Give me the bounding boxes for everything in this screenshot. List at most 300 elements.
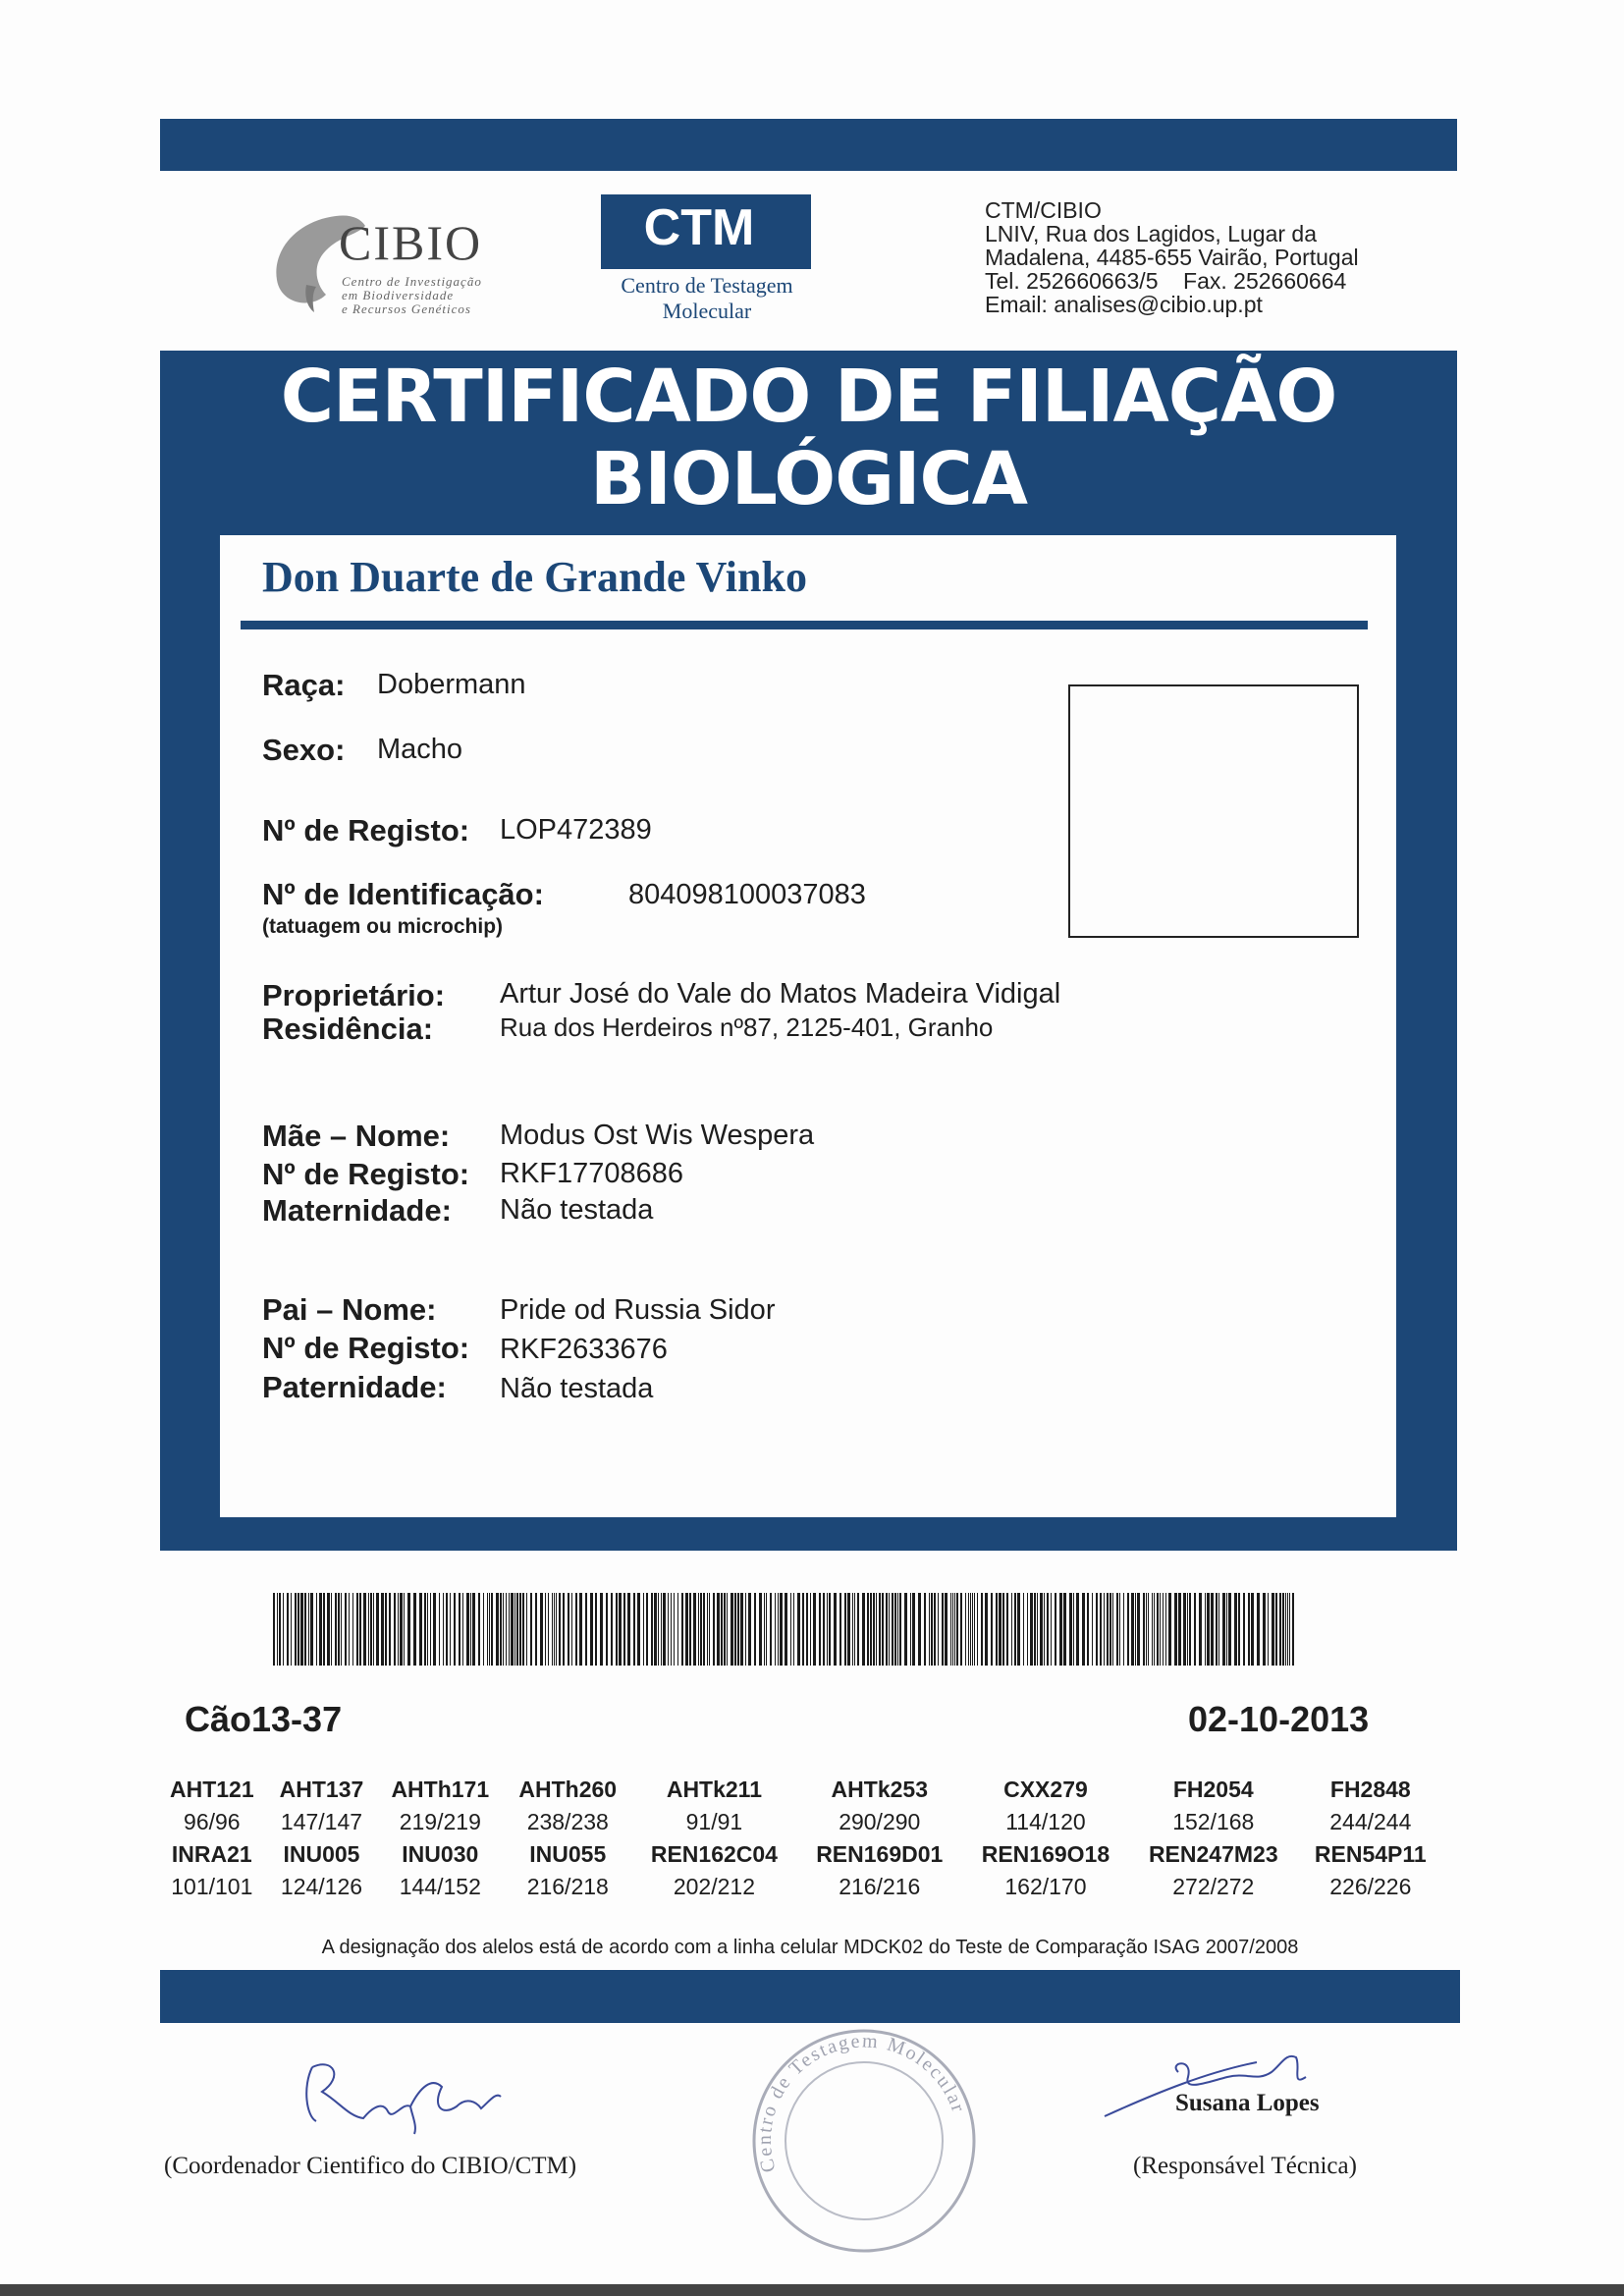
barcode-bar	[373, 1593, 374, 1666]
barcode-bar	[886, 1593, 888, 1666]
barcode-bar	[331, 1593, 332, 1666]
allele-value: 96/96	[184, 1809, 241, 1834]
barcode-bar	[1154, 1593, 1155, 1666]
barcode-bar	[1165, 1593, 1166, 1666]
allele-footnote: A designação dos alelos está de acordo com a linha celular MDCK02 do Teste de Comparação ISAG 2007/2008	[321, 1937, 1299, 1958]
barcode-bar	[950, 1593, 951, 1666]
allele-value: 202/212	[673, 1874, 755, 1899]
barcode-bar	[1187, 1593, 1188, 1666]
barcode-bar	[793, 1593, 794, 1666]
barcode-bar	[1287, 1593, 1288, 1666]
barcode-bar	[466, 1593, 469, 1666]
barcode-bar	[381, 1593, 384, 1666]
barcode-bar	[1275, 1593, 1277, 1666]
barcode-bar	[1257, 1593, 1260, 1666]
photo-box	[1068, 684, 1359, 938]
barcode-bar	[407, 1593, 410, 1666]
barcode-bar	[780, 1593, 783, 1666]
contact-line: CTM/CIBIO	[985, 197, 1102, 223]
barcode-bar	[433, 1593, 436, 1666]
barcode-bar	[376, 1593, 379, 1666]
barcode-bar	[489, 1593, 490, 1666]
stamp-icon	[746, 2023, 982, 2259]
barcode-bar	[600, 1593, 603, 1666]
cibio-logo-text: CIBIO	[339, 215, 483, 270]
marker-name: REN169D01	[816, 1841, 944, 1867]
marker-name: AHTk253	[831, 1777, 928, 1802]
barcode-bar	[300, 1593, 303, 1666]
barcode-bar	[1205, 1593, 1206, 1666]
dog-name: Don Duarte de Grande Vinko	[262, 553, 807, 601]
case-id: Cão13-37	[185, 1699, 343, 1739]
barcode-bar	[754, 1593, 756, 1666]
name-divider	[241, 621, 1368, 629]
barcode-bar	[693, 1593, 696, 1666]
barcode-bar	[335, 1593, 337, 1666]
barcode-bar	[991, 1593, 993, 1666]
barcode-bar	[839, 1593, 841, 1666]
barcode-bar	[934, 1593, 936, 1666]
barcode-bar	[616, 1593, 618, 1666]
marker-name: FH2848	[1329, 1777, 1411, 1802]
barcode-bar	[389, 1593, 391, 1666]
residence-value: Rua dos Herdeiros nº87, 2125-401, Granho	[500, 1012, 994, 1042]
barcode-bar	[500, 1593, 502, 1666]
barcode-bar	[459, 1593, 460, 1666]
barcode-bar	[1055, 1593, 1056, 1666]
allele-value: 152/168	[1172, 1809, 1255, 1834]
barcode-bar	[713, 1593, 715, 1666]
marker-name: REN247M23	[1148, 1841, 1278, 1867]
barcode-bar	[522, 1593, 524, 1666]
barcode-bar	[430, 1593, 431, 1666]
barcode-bar	[1194, 1593, 1196, 1666]
barcode-bar	[519, 1593, 521, 1666]
barcode-bar	[1073, 1593, 1074, 1666]
barcode-bar	[1272, 1593, 1274, 1666]
barcode-bar	[619, 1593, 622, 1666]
barcode-bar	[685, 1593, 688, 1666]
barcode-bar	[359, 1593, 361, 1666]
barcode-bar	[977, 1593, 978, 1666]
allele-row	[157, 1806, 1443, 1838]
barcode-bar	[819, 1593, 821, 1666]
barcode-bar	[341, 1593, 342, 1666]
father-name-value: Pride od Russia Sidor	[500, 1294, 776, 1326]
barcode-bar	[1082, 1593, 1085, 1666]
marker-name: INU055	[529, 1841, 607, 1867]
barcode-bar	[1168, 1593, 1171, 1666]
barcode-bar	[857, 1593, 859, 1666]
barcode-bar	[1127, 1593, 1129, 1666]
barcode-bar	[1285, 1593, 1286, 1666]
barcode-bar	[526, 1593, 527, 1666]
barcode-bar	[1289, 1593, 1290, 1666]
barcode-bar	[1135, 1593, 1136, 1666]
barcode-bar	[462, 1593, 463, 1666]
barcode-bar	[509, 1593, 510, 1666]
marker-name: CXX279	[1003, 1777, 1088, 1802]
barcode-bar	[585, 1593, 587, 1666]
barcode-bar	[775, 1593, 776, 1666]
barcode-bar	[1107, 1593, 1109, 1666]
barcode-bar	[338, 1593, 340, 1666]
barcode-bar	[643, 1593, 644, 1666]
barcode-bar	[778, 1593, 779, 1666]
barcode-bar	[924, 1593, 926, 1666]
barcode-bar	[985, 1593, 988, 1666]
barcode-bar	[938, 1593, 939, 1666]
barcode-bar	[1011, 1593, 1012, 1666]
barcode-bar	[1248, 1593, 1250, 1666]
barcode-bar	[847, 1593, 850, 1666]
barcode-bar	[283, 1593, 284, 1666]
owner-value: Artur José do Vale do Matos Madeira Vidigal	[500, 978, 1061, 1010]
barcode-bar	[721, 1593, 723, 1666]
barcode-bar	[1152, 1593, 1153, 1666]
ctm-caption-line: Molecular	[662, 299, 752, 323]
barcode-bar	[1040, 1593, 1043, 1666]
marker-name: INU030	[402, 1841, 479, 1867]
barcode-bar	[996, 1593, 998, 1666]
allele-value: 101/101	[171, 1874, 253, 1899]
barcode-bar	[319, 1593, 322, 1666]
barcode-bar	[487, 1593, 488, 1666]
marker-name: AHT121	[170, 1777, 254, 1802]
barcode-bar	[1174, 1593, 1177, 1666]
barcode-bar	[1037, 1593, 1038, 1666]
barcode	[273, 1593, 1294, 1666]
barcode-bar	[1226, 1593, 1227, 1666]
bottom-band	[160, 1970, 1460, 2023]
barcode-bar	[854, 1593, 855, 1666]
barcode-bar	[413, 1593, 416, 1666]
allele-value: 244/244	[1329, 1809, 1412, 1834]
barcode-bar	[1282, 1593, 1284, 1666]
ctm-caption	[589, 273, 825, 324]
barcode-bar	[646, 1593, 648, 1666]
barcode-bar	[1263, 1593, 1266, 1666]
barcode-bar	[918, 1593, 921, 1666]
barcode-bar	[879, 1593, 881, 1666]
barcode-bar	[548, 1593, 549, 1666]
residence-label: Residência:	[262, 1011, 434, 1046]
allele-value: 216/216	[839, 1874, 921, 1899]
barcode-bar	[352, 1593, 353, 1666]
barcode-bar	[829, 1593, 831, 1666]
barcode-bar	[658, 1593, 659, 1666]
technical-name: Susana Lopes	[1175, 2090, 1320, 2116]
barcode-bar	[308, 1593, 309, 1666]
barcode-bar	[972, 1593, 973, 1666]
barcode-bar	[1059, 1593, 1062, 1666]
barcode-bar	[1211, 1593, 1214, 1666]
mother-registry-label: Nº de Registo:	[262, 1157, 470, 1191]
barcode-bar	[834, 1593, 837, 1666]
barcode-bar	[745, 1593, 746, 1666]
barcode-bar	[404, 1593, 405, 1666]
barcode-bar	[654, 1593, 657, 1666]
barcode-bar	[802, 1593, 804, 1666]
id-label: Nº de Identificação:	[262, 877, 544, 911]
marker-name: REN169O18	[981, 1841, 1110, 1867]
barcode-bar	[571, 1593, 572, 1666]
barcode-bar	[491, 1593, 493, 1666]
registry-label: Nº de Registo:	[262, 813, 470, 847]
barcode-bar	[999, 1593, 1001, 1666]
scan-edge	[0, 2284, 1624, 2296]
barcode-bar	[427, 1593, 428, 1666]
certificate-title-line: CERTIFICADO DE FILIAÇÃO	[280, 355, 1337, 439]
barcode-bar	[910, 1593, 911, 1666]
barcode-bar	[516, 1593, 518, 1666]
technical-caption: (Responsável Técnica)	[1133, 2153, 1357, 2179]
barcode-bar	[870, 1593, 872, 1666]
mother-name-value: Modus Ost Wis Wespera	[500, 1120, 815, 1151]
registry-value: LOP472389	[500, 814, 652, 846]
barcode-bar	[637, 1593, 640, 1666]
barcode-bar	[1087, 1593, 1089, 1666]
barcode-bar	[703, 1593, 705, 1666]
barcode-bar	[897, 1593, 898, 1666]
top-band	[160, 119, 1457, 171]
barcode-bar	[279, 1593, 281, 1666]
certificate-title-line: BIOLÓGICA	[589, 437, 1028, 521]
barcode-bar	[277, 1593, 278, 1666]
barcode-bar	[424, 1593, 426, 1666]
barcode-bar	[316, 1593, 317, 1666]
barcode-bar	[698, 1593, 699, 1666]
barcode-bar	[1157, 1593, 1159, 1666]
barcode-bar	[889, 1593, 890, 1666]
father-registry-value: RKF2633676	[500, 1334, 668, 1365]
barcode-bar	[627, 1593, 630, 1666]
barcode-bar	[530, 1593, 532, 1666]
allele-value: 162/170	[1004, 1874, 1087, 1899]
barcode-bar	[1279, 1593, 1281, 1666]
barcode-bar	[454, 1593, 456, 1666]
barcode-bar	[1292, 1593, 1294, 1666]
barcode-bar	[552, 1593, 553, 1666]
contact-line: LNIV, Rua dos Lagidos, Lugar da	[985, 221, 1318, 246]
barcode-bar	[766, 1593, 767, 1666]
cibio-subtitle-line: Centro de Investigação	[342, 274, 482, 289]
marker-name: AHTh260	[518, 1777, 618, 1802]
barcode-bar	[1034, 1593, 1036, 1666]
barcode-bar	[1183, 1593, 1186, 1666]
barcode-bar	[737, 1593, 739, 1666]
mother-registry-value: RKF17708686	[500, 1158, 684, 1189]
barcode-bar	[810, 1593, 811, 1666]
barcode-bar	[1228, 1593, 1231, 1666]
barcode-bar	[929, 1593, 930, 1666]
barcode-bar	[904, 1593, 907, 1666]
barcode-bar	[559, 1593, 561, 1666]
barcode-bar	[590, 1593, 593, 1666]
barcode-bar	[398, 1593, 399, 1666]
barcode-bar	[1112, 1593, 1113, 1666]
allele-value: 216/218	[526, 1874, 609, 1899]
barcode-bar	[707, 1593, 708, 1666]
barcode-bar	[1268, 1593, 1269, 1666]
barcode-bar	[1096, 1593, 1098, 1666]
barcode-bar	[478, 1593, 480, 1666]
barcode-bar	[1063, 1593, 1066, 1666]
barcode-bar	[785, 1593, 787, 1666]
marker-name: INU005	[283, 1841, 360, 1867]
allele-row	[157, 1871, 1443, 1903]
barcode-bar	[945, 1593, 947, 1666]
barcode-bar	[960, 1593, 962, 1666]
barcode-bar	[892, 1593, 893, 1666]
barcode-bar	[1218, 1593, 1219, 1666]
stamp-text: Centro de Testagem Molecular	[753, 2030, 970, 2175]
barcode-bar	[563, 1593, 565, 1666]
barcode-bar	[981, 1593, 983, 1666]
barcode-bar	[545, 1593, 546, 1666]
barcode-bar	[472, 1593, 475, 1666]
barcode-bar	[623, 1593, 625, 1666]
barcode-bar	[1014, 1593, 1016, 1666]
cibio-subtitle-line: em Biodiversidade	[342, 288, 455, 302]
marker-name: INRA21	[171, 1841, 252, 1867]
barcode-bar	[1143, 1593, 1145, 1666]
barcode-bar	[806, 1593, 808, 1666]
barcode-bar	[1123, 1593, 1124, 1666]
barcode-bar	[1100, 1593, 1102, 1666]
barcode-bar	[483, 1593, 484, 1666]
id-value: 804098100037083	[628, 879, 866, 910]
barcode-bar	[823, 1593, 825, 1666]
barcode-bar	[1234, 1593, 1237, 1666]
breed-value: Dobermann	[377, 669, 526, 700]
barcode-bar	[349, 1593, 350, 1666]
barcode-bar	[1251, 1593, 1254, 1666]
barcode-bar	[674, 1593, 675, 1666]
barcode-bar	[1051, 1593, 1052, 1666]
paternity-label: Paternidade:	[262, 1370, 447, 1404]
barcode-bar	[304, 1593, 306, 1666]
coordinator-caption: (Coordenador Cientifico do CIBIO/CTM)	[164, 2153, 577, 2179]
barcode-bar	[511, 1593, 514, 1666]
barcode-bar	[1092, 1593, 1093, 1666]
barcode-bar	[1069, 1593, 1072, 1666]
barcode-bar	[912, 1593, 915, 1666]
barcode-bar	[952, 1593, 953, 1666]
barcode-bar	[568, 1593, 569, 1666]
cibio-subtitle	[342, 275, 482, 316]
cibio-subtitle-line: e Recursos Genéticos	[342, 301, 471, 316]
barcode-bar	[575, 1593, 577, 1666]
barcode-bar	[595, 1593, 597, 1666]
barcode-bar	[931, 1593, 933, 1666]
coordinator-signature	[295, 2048, 511, 2136]
barcode-bar	[611, 1593, 613, 1666]
barcode-bar	[323, 1593, 325, 1666]
barcode-bar	[717, 1593, 720, 1666]
barcode-bar	[970, 1593, 971, 1666]
marker-name: REN54P11	[1314, 1841, 1427, 1867]
certificate-title	[160, 355, 1457, 520]
barcode-bar	[734, 1593, 736, 1666]
barcode-bar	[770, 1593, 772, 1666]
barcode-bar	[1178, 1593, 1181, 1666]
barcode-bar	[844, 1593, 846, 1666]
barcode-bar	[965, 1593, 966, 1666]
marker-name-row	[157, 1838, 1443, 1871]
sex-value: Macho	[377, 734, 463, 765]
barcode-bar	[394, 1593, 396, 1666]
barcode-bar	[535, 1593, 537, 1666]
barcode-bar	[827, 1593, 828, 1666]
barcode-bar	[1163, 1593, 1164, 1666]
barcode-bar	[1189, 1593, 1191, 1666]
sex-label: Sexo:	[262, 733, 346, 767]
allele-value: 290/290	[839, 1809, 921, 1834]
contact-line: Madalena, 4485-655 Vairão, Portugal	[985, 245, 1359, 270]
barcode-bar	[503, 1593, 504, 1666]
barcode-bar	[873, 1593, 875, 1666]
barcode-bar	[1216, 1593, 1218, 1666]
allele-value: 272/272	[1172, 1874, 1255, 1899]
barcode-bar	[514, 1593, 515, 1666]
marker-name: AHTh171	[391, 1777, 490, 1802]
barcode-bar	[724, 1593, 726, 1666]
barcode-bar	[764, 1593, 765, 1666]
barcode-bar	[540, 1593, 543, 1666]
barcode-bar	[506, 1593, 507, 1666]
barcode-bar	[287, 1593, 289, 1666]
barcode-bar	[668, 1593, 669, 1666]
barcode-bar	[1023, 1593, 1024, 1666]
barcode-bar	[663, 1593, 666, 1666]
barcode-bar	[942, 1593, 944, 1666]
barcode-bar	[1030, 1593, 1033, 1666]
barcode-bar	[443, 1593, 444, 1666]
barcode-bar	[1002, 1593, 1004, 1666]
barcode-bar	[748, 1593, 751, 1666]
barcode-bar	[1243, 1593, 1245, 1666]
barcode-bar	[356, 1593, 358, 1666]
barcode-bar	[1017, 1593, 1020, 1666]
barcode-bar	[363, 1593, 366, 1666]
barcode-bar	[1119, 1593, 1120, 1666]
ctm-logo-text: CTM	[643, 199, 755, 256]
allele-value: 219/219	[399, 1809, 481, 1834]
barcode-bar	[1110, 1593, 1111, 1666]
allele-value: 147/147	[280, 1809, 363, 1834]
barcode-bar	[450, 1593, 451, 1666]
barcode-bar	[677, 1593, 678, 1666]
barcode-bar	[1207, 1593, 1210, 1666]
marker-name: REN162C04	[650, 1841, 778, 1867]
contact-line: Email: analises@cibio.up.pt	[985, 292, 1263, 317]
maternity-value: Não testada	[500, 1194, 654, 1226]
barcode-bar	[633, 1593, 635, 1666]
barcode-bar	[651, 1593, 653, 1666]
barcode-bar	[579, 1593, 582, 1666]
barcode-bar	[1076, 1593, 1079, 1666]
barcode-bar	[876, 1593, 877, 1666]
barcode-bar	[554, 1593, 555, 1666]
paternity-value: Não testada	[500, 1373, 654, 1404]
barcode-bar	[689, 1593, 691, 1666]
marker-table	[157, 1774, 1443, 1903]
maternity-label: Maternidade:	[262, 1193, 452, 1228]
allele-value: 226/226	[1329, 1874, 1412, 1899]
barcode-bar	[1104, 1593, 1105, 1666]
barcode-bar	[681, 1593, 683, 1666]
